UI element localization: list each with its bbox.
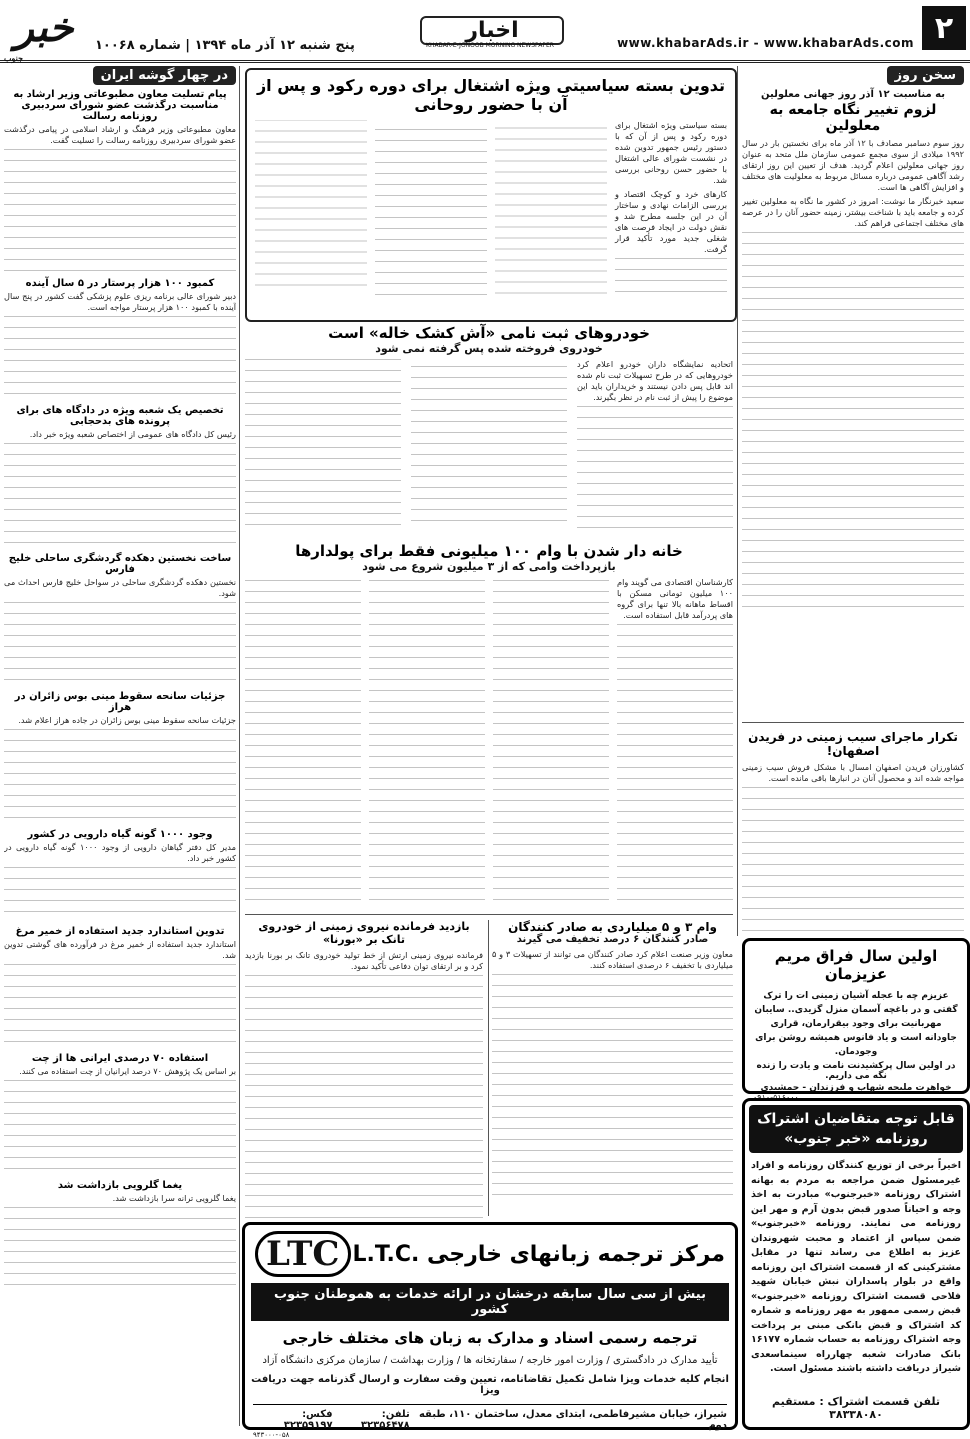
- paragraph: معاون مطبوعاتی وزیر فرهنگ و ارشاد اسلامی در پیامی درگذشت عضو شورای سردبیری روزنامه رسالت را تسلیت گفت.: [4, 124, 236, 145]
- text-filler: [4, 729, 236, 819]
- housing-story: [245, 542, 733, 912]
- paragraph: مدیر کل دفتر گیاهان دارویی از وجود ۱۰۰۰ گونه گیاه دارویی در کشور خبر داد.: [4, 842, 236, 863]
- list-item: [4, 405, 236, 549]
- export-subhead: صادر کنندگان ۶ درصد تخفیف می گیرند: [516, 934, 709, 945]
- editorial-kicker: به مناسبت ۱۲ آذر روز جهانی معلولین: [761, 89, 945, 100]
- iran-news-column: [4, 66, 236, 1426]
- paragraph: روز سوم دسامبر مصادف با ۱۲ آذر ماه برای نخستین بار در سال ۱۹۹۲ میلادی از سوی مجمع عمومی سازمان ملل متحد به عنوان روز جهانی معلولین اعلام گردید. هدف از تعیین این روز ارتقای رشد آگاهی عمومی درباره مسائل مربوط به معلولیت های مختلف و افزایش آگاهی ها است.: [742, 138, 964, 192]
- editorial-headline: لزوم تغییر نگاه جامعه به معلولین: [769, 102, 937, 134]
- housing-headline: خانه دار شدن با وام ۱۰۰ میلیونی فقط برای پولدارها: [295, 542, 683, 560]
- paragraph: سعید خبرنگار ما نوشت: امروز در کشور ما نگاه به معلولین تغییر کرده و جامعه باید با شناخت بیشتر، زمینه حضور آنان را در عرصه های مختلف اجتماعی فراهم کند.: [742, 196, 964, 228]
- ltc-address: شیراز، خیابان مشیرفاطمی، ابتدای معدل، ساختمان ۱۱۰، طبقه دوم: [418, 1409, 727, 1431]
- text-filler: [4, 602, 236, 687]
- item-body: [4, 715, 236, 825]
- car-subhead: خودروی فروخته شده پس گرفته نمی شود: [375, 342, 603, 355]
- section-title: اخبار: [420, 16, 564, 45]
- subscription-notice: [742, 1098, 970, 1430]
- item-headline: یغما گلرویی بازداشت شد: [57, 1180, 183, 1191]
- ltc-service: ترجمه رسمی اسناد و مدارک به زبان های مختلف خارجی: [282, 1329, 698, 1347]
- ltc-approvals: تأیید مدارک در دادگستری / وزارت امور خارجه / سفارتخانه ها / وزارت بهداشت / سازمان مرکزی دانشگاه آزاد: [262, 1355, 718, 1366]
- logo-subtext: جنوب: [4, 53, 24, 63]
- item-headline: ساخت نخستین دهکده گردشگری ساحلی خلیج فارس: [8, 553, 232, 575]
- subscription-phone-row: [745, 1391, 967, 1421]
- paragraph: دبیر شورای عالی برنامه ریزی علوم پزشکی گفت کشور در پنج سال آینده با کمبود ۱۰۰ هزار پرستار مواجه است.: [4, 291, 236, 312]
- text-filler: [245, 975, 483, 1222]
- housing-subhead: بازپرداخت وامی که از ۳ میلیون شروع می شود: [362, 560, 616, 573]
- text-filler: [4, 1207, 236, 1287]
- ltc-fax: فکس: ۳۲۳۵۹۱۹۷: [283, 1409, 333, 1431]
- text-filler: [4, 149, 236, 274]
- subscription-body: اخیراً برخی از توزیع کنندگان روزنامه و افراد غیرمسئول ضمن مراجعه به مردم به بهانه اشتراک روزنامه «خبرجنوب» مبادرت به اخذ وجه و احیاناً صدور قبض بدون آرم و مهر این روزنامه می نمایند. روزنامه «خبرجنوب» ضمن سپاس از اعتماد و محبت شهروندان عزیز به اطلاع می رساند تنها در مقابل مشترکینی که از قسمت اشتراک این روزنامه واقع در بلوار پاسداران نبش خیابان شهید فلاحی قسمت اشتراک روزنامه «خبرجنوب» قبض رسمی ممهور به مهر روزنامه و شماره کد اشتراک و قبض بانکی مبنی بر پرداخت وجه اشتراک روزنامه به حساب شماره ۱۶۱۷۷ بانک صادرات شعبه چهارراه سینماسعدی شیراز دریافت داشته باشند مسئول است.: [751, 1160, 961, 1374]
- list-item: [4, 926, 236, 1049]
- paragraph: بسته سیاستی ویژه اشتغال برای دوره رکود و پس از آن که با دستور رئیس جمهور تدوین شده در نشست شورای عالی اشتغال با حضور حسن روحانی بررسی شد.: [615, 120, 727, 185]
- text-filler: [742, 787, 964, 937]
- paragraph: کشاورزان فریدن اصفهان امسال با مشکل فروش سیب زمینی مواجه شده اند و محصول آنان در انبارها باقی مانده است.: [742, 762, 964, 783]
- paragraph: رئیس کل دادگاه های عمومی از اختصاص شعبه ویژه خبر داد.: [29, 429, 236, 439]
- export-headline: وام ۳ و ۵ میلیاردی به صادر کنندگان: [508, 920, 717, 934]
- masthead: [0, 0, 970, 63]
- paragraph: یغما گلرویی ترانه سرا بازداشت شد.: [112, 1193, 236, 1203]
- car-body: [245, 359, 733, 531]
- paragraph: جزئیات سانحه سقوط مینی بوس زائران در جاده هراز اعلام شد.: [18, 715, 236, 725]
- tank-body: [245, 950, 483, 1222]
- ltc-code: ۹۴۳۰۰۰-۰۵۸: [253, 1431, 290, 1439]
- editorial-body: [742, 138, 964, 608]
- memorial-signature: خواهرت ملیحه شهاب و فرزندان - جمشیدی: [760, 1083, 952, 1093]
- website-url[interactable]: www.khabarAds.ir - www.khabarAds.com: [617, 36, 914, 50]
- potato-story: [742, 730, 964, 930]
- text-filler: [4, 1080, 236, 1170]
- lead-headline: تدوین بسته سیاسیتی ویژه اشتغال برای دوره رکود و پس از آن با حضور روحانی: [256, 76, 726, 114]
- text-filler: [4, 964, 236, 1049]
- ltc-logo: LTC: [255, 1231, 351, 1277]
- text-filler: [742, 232, 964, 608]
- list-item: [4, 1180, 236, 1293]
- potato-body: [742, 762, 964, 942]
- editorial-tag: سخن روز: [887, 66, 964, 85]
- item-headline: جزئیات سانحه سقوط مینی بوس زائران در هراز: [14, 691, 226, 713]
- car-headline: خودروهای ثبت نامی «آش کشک خاله» است: [328, 324, 650, 342]
- paragraph: نخستین دهکده گردشگری ساحلی در سواحل خلیج فارس احداث می شود.: [4, 577, 236, 598]
- item-body: [4, 577, 236, 687]
- text-filler: [4, 316, 236, 401]
- paragraph: اتحادیه نمایشگاه داران خودرو اعلام کرد خودروهایی که در طرح تسهیلات ثبت نام شده اند قابل پس دادن نیستند و خریداران باید این موضوع را پیش از ثبت نام در نظر بگیرند.: [577, 359, 733, 402]
- item-headline: تخصیص یک شعبه ویژه در دادگاه های برای پرونده های بدحجابی: [16, 405, 224, 427]
- paragraph: فرمانده نیروی زمینی ارتش از خط تولید خودروی تانک بر بورنا بازدید کرد و بر ارتقای توان دفاعی تأکید نمود.: [245, 950, 483, 971]
- memorial-notice: [742, 938, 970, 1102]
- item-headline: استفاده ۷۰ درصدی ایرانی ها از چت: [31, 1053, 209, 1064]
- item-headline: کمبود ۱۰۰ هزار پرستار در ۵ سال آینده: [25, 278, 215, 289]
- item-body: [4, 291, 236, 401]
- list-item: [4, 691, 236, 825]
- memorial-closing: در اولین سال پرکشیدنت نامت و یادت را زنده نگه می داریم.: [756, 1061, 956, 1081]
- text-filler: [4, 867, 236, 922]
- export-body: [492, 949, 733, 1209]
- paragraph: کارهای خرد و کوچک اقتصاد و بررسی الزامات نهادی و ساختار آن در این جلسه مطرح شد و نقش دولت در ایجاد فرصت های شغلی جدید مورد تأکید قرار گرفت.: [615, 189, 727, 254]
- item-body: [4, 1193, 236, 1293]
- page-number: ۲: [922, 6, 966, 50]
- item-body: [4, 939, 236, 1049]
- car-story: [245, 324, 733, 534]
- column-rule: [488, 920, 489, 1216]
- subscription-title: قابل توجه متقاضیان اشتراک روزنامه «خبر جنوب»: [749, 1105, 963, 1153]
- ltc-translation-ad: [242, 1222, 738, 1439]
- item-body: [4, 842, 236, 922]
- paragraph: بر اساس یک پژوهش ۷۰ درصد ایرانیان از چت استفاده می کنند.: [19, 1066, 236, 1076]
- memorial-phone: ۰۹۱۰-۵۱۶۰۰۰: [753, 1093, 799, 1102]
- text-filler: [245, 577, 733, 907]
- item-headline: وجود ۱۰۰۰ گونه گیاه دارویی در کشور: [27, 829, 213, 840]
- ltc-brand: L.T.C.: [352, 1241, 420, 1267]
- section-rule: [245, 914, 733, 915]
- export-story: [492, 920, 733, 1216]
- tank-headline: بازدید فرمانده نیروی زمینی از خودروی تانک بر «بورنا»: [258, 920, 470, 946]
- list-item: [4, 89, 236, 274]
- paper-logo: [4, 4, 84, 63]
- paper-subtitle: KHABAR-E-JONOOB MORNING NEWSPAPER: [426, 42, 554, 49]
- item-headline: پیام تسلیت معاون مطبوعاتی وزیر ارشاد به مناسبت درگذشت عضو شورای سردبیری روزنامه رسالت: [13, 89, 227, 122]
- housing-body: [245, 577, 733, 907]
- paragraph: کارشناسان اقتصادی می گویند وام ۱۰۰ میلیون تومانی مسکن با اقساط ماهانه بالا تنها برای گروه های پردرآمد قابل استفاده است.: [617, 577, 733, 620]
- column-rule: [239, 66, 240, 1426]
- item-body: [4, 124, 236, 274]
- list-item: [4, 1053, 236, 1176]
- subscription-phone-label: تلفن قسمت اشتراک : مستقیم: [771, 1395, 941, 1408]
- memorial-title: اولین سال فراق مریم عزیزمان: [774, 947, 938, 983]
- item-body: [4, 429, 236, 549]
- ltc-contact-row: [253, 1404, 727, 1431]
- ltc-tagline: بیش از سی سال سابقه درخشان در ارائه خدمات به هموطنان جنوب کشور: [251, 1283, 729, 1321]
- memorial-body: عزیزم چه با عجله آشیان زمینی ات را ترک گفتی و در باغچه آسمان منزل گزیدی.. سایبان مهربانیت برای وجود بیقرارمان، قراری جاودانه است و یاد فانوس همیشه روشن برای وجودمان.: [754, 991, 958, 1057]
- dateline: پنج شنبه ۱۲ آذر ماه ۱۳۹۴ | شماره ۱۰۰۶۸: [95, 38, 355, 53]
- logo-text: خبر: [14, 4, 74, 51]
- text-filler: [492, 974, 733, 1204]
- list-item: [4, 278, 236, 401]
- iran-news-tag: در چهار گوشه ایران: [93, 66, 236, 85]
- item-headline: تدوین استاندارد جدید استفاده از خمیر مرغ: [15, 926, 225, 937]
- lead-story: [245, 68, 737, 322]
- section-rule: [742, 722, 964, 723]
- potato-headline: تکرار ماجرای سیب زمینی در فریدن اصفهان!: [748, 730, 958, 758]
- ltc-title: [352, 1242, 725, 1267]
- lead-body: [255, 120, 727, 325]
- ltc-phone[interactable]: تلفن: ۳۲۳۵۶۴۷۸: [360, 1409, 410, 1431]
- ltc-title-text: مرکز ترجمه زبانهای خارجی: [427, 1241, 725, 1267]
- editorial-section: [742, 66, 964, 606]
- tank-story: [245, 920, 483, 1216]
- item-body: [4, 1066, 236, 1176]
- list-item: [4, 553, 236, 687]
- list-item: [4, 829, 236, 922]
- subscription-phone[interactable]: ۳۸۳۳۸۰۸۰: [829, 1408, 883, 1421]
- text-filler: [4, 443, 236, 543]
- column-rule: [737, 66, 738, 936]
- ltc-visa: انجام کلیه خدمات ویزا شامل تکمیل تقاضانامه، تعیین وقت سفارت و ارسال گذرنامه جهت دریافت ویزا: [251, 1374, 729, 1396]
- paragraph: استاندارد جدید استفاده از خمیر مرغ در فرآورده های گوشتی تدوین شد.: [4, 939, 236, 960]
- paragraph: معاون وزیر صنعت اعلام کرد صادر کنندگان می توانند از تسهیلات ۳ و ۵ میلیاردی با تخفیف ۶ درصدی استفاده کنند.: [492, 949, 733, 970]
